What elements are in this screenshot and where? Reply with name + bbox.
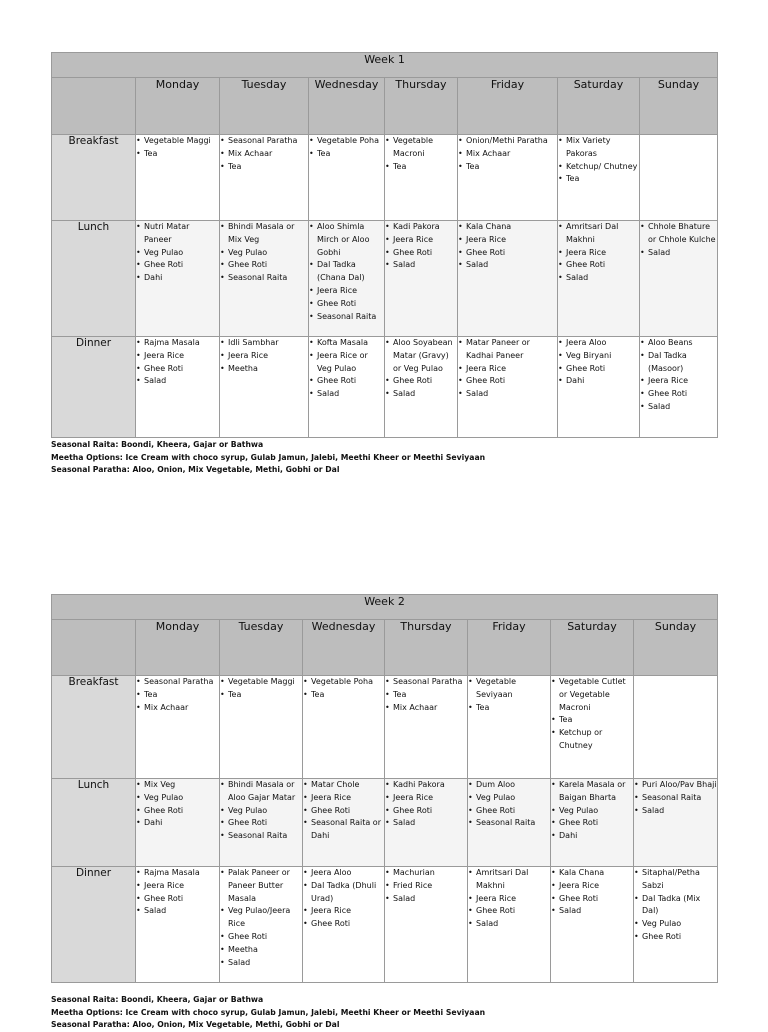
menu-item: • Seasonal Raita [220, 272, 308, 285]
menu-item: • Mix Achaar [220, 148, 308, 161]
menu-item: • Tea [220, 161, 308, 174]
menu-item: • Ghee Roti [558, 363, 639, 376]
menu-item: • Ghee Roti [458, 247, 557, 260]
note-seasonal-raita: Seasonal Raita: Boondi, Kheera, Gajar or Bathwa [51, 995, 264, 1004]
meal-row-dinner [52, 867, 718, 983]
menu-cell [309, 221, 385, 337]
week-title: Week 1 [52, 53, 718, 78]
menu-cell [220, 779, 303, 867]
menu-item: • Veg Pulao [136, 792, 219, 805]
menu-item: • Jeera Aloo [558, 337, 639, 350]
menu-item: • Ghee Roti [136, 259, 219, 272]
menu-item: • Kadi Pakora [385, 221, 457, 234]
menu-cell [468, 779, 551, 867]
menu-item: • Tea [136, 148, 219, 161]
menu-item: • Salad [385, 893, 467, 906]
menu-cell [634, 676, 718, 779]
menu-cell [634, 779, 718, 867]
menu-item: • Meetha [220, 363, 308, 376]
menu-item: • Palak Paneer or Paneer Butter Masala [220, 867, 302, 905]
meal-row-lunch [52, 779, 718, 867]
menu-item: • Chhole Bhature or Chhole Kulche [640, 221, 717, 247]
menu-item: • Kala Chana [551, 867, 633, 880]
menu-item: • Veg Pulao/Jeera Rice [220, 905, 302, 931]
menu-item: • Ghee Roti [220, 817, 302, 830]
menu-cell [136, 676, 220, 779]
menu-item: • Ghee Roti [220, 931, 302, 944]
menu-item: • Vegetable Macroni [385, 135, 457, 161]
day-header-wednesday: Wednesday [303, 620, 385, 676]
menu-item: • Ghee Roti [385, 805, 467, 818]
menu-item: • Amritsari Dal Makhni [468, 867, 550, 893]
menu-item: • Jeera Rice [468, 893, 550, 906]
menu-item: • Mix Veg [136, 779, 219, 792]
day-header-sunday: Sunday [640, 78, 718, 135]
menu-item: • Jeera Rice [551, 880, 633, 893]
menu-item: • Jeera Rice [303, 905, 384, 918]
menu-item: • Ghee Roti [385, 375, 457, 388]
menu-item: • Tea [385, 689, 467, 702]
menu-item: • Salad [458, 259, 557, 272]
menu-item: • Salad [385, 817, 467, 830]
menu-item: • Salad [220, 957, 302, 970]
note-meetha-options: Meetha Options: Ice Cream with choco syrup, Gulab Jamun, Jalebi, Meethi Kheer or Meethi Seviyaan [51, 1007, 486, 1017]
header-corner [52, 620, 136, 676]
menu-cell [558, 221, 640, 337]
menu-item: • Tea [385, 161, 457, 174]
day-header-sunday: Sunday [634, 620, 718, 676]
note-seasonal-raita: Seasonal Raita: Boondi, Kheera, Gajar or Bathwa [51, 440, 264, 449]
menu-item: • Jeera Rice [303, 792, 384, 805]
menu-item: • Jeera Rice or Veg Pulao [309, 350, 384, 376]
menu-item: • Jeera Rice [220, 350, 308, 363]
menu-item: • Dal Tadka (Dhuli Urad) [303, 880, 384, 906]
menu-item: • Dal Tadka (Mix Dal) [634, 893, 717, 919]
note-seasonal-paratha: Seasonal Paratha: Aloo, Onion, Mix Vegetable, Methi, Gobhi or Dal [51, 1020, 340, 1029]
menu-cell [458, 135, 558, 221]
menu-item: • Seasonal Raita [309, 311, 384, 324]
day-header-saturday: Saturday [551, 620, 634, 676]
week-1-menu-table [51, 52, 718, 438]
menu-item: • Puri Aloo/Pav Bhaji [634, 779, 717, 792]
menu-item: • Salad [468, 918, 550, 931]
menu-item: • Vegetable Cutlet or Vegetable Macroni [551, 676, 633, 714]
header-corner [52, 78, 136, 135]
menu-item: • Ketchup or Chutney [551, 727, 633, 753]
menu-cell [385, 676, 468, 779]
week-1-notes [51, 439, 485, 477]
meal-label-dinner: Dinner [52, 337, 136, 438]
menu-item: • Vegetable Maggi [220, 676, 302, 689]
menu-item: • Dahi [551, 830, 633, 843]
menu-item: • Kofta Masala [309, 337, 384, 350]
menu-item: • Veg Pulao [634, 918, 717, 931]
menu-item: • Ghee Roti [458, 375, 557, 388]
menu-item: • Salad [640, 401, 717, 414]
menu-item: • Vegetable Maggi [136, 135, 219, 148]
menu-item: • Aloo Soyabean Matar (Gravy) or Veg Pulao [385, 337, 457, 375]
menu-item: • Seasonal Paratha [385, 676, 467, 689]
menu-item: • Ghee Roti [551, 893, 633, 906]
menu-item: • Seasonal Paratha [136, 676, 219, 689]
menu-item: • Seasonal Raita [220, 830, 302, 843]
menu-cell [136, 337, 220, 438]
menu-cell [558, 337, 640, 438]
menu-item: • Salad [558, 272, 639, 285]
week-2-menu-table [51, 594, 718, 983]
menu-item: • Ghee Roti [468, 805, 550, 818]
menu-cell [309, 337, 385, 438]
menu-cell [303, 867, 385, 983]
menu-item: • Salad [640, 247, 717, 260]
menu-item: • Veg Pulao [551, 805, 633, 818]
menu-item: • Ghee Roti [309, 375, 384, 388]
menu-item: • Salad [309, 388, 384, 401]
menu-cell [385, 135, 458, 221]
menu-item: • Bhindi Masala or Mix Veg [220, 221, 308, 247]
menu-cell [220, 221, 309, 337]
menu-item: • Ghee Roti [558, 259, 639, 272]
menu-cell [385, 779, 468, 867]
menu-item: • Dahi [136, 272, 219, 285]
note-seasonal-paratha: Seasonal Paratha: Aloo, Onion, Mix Vegetable, Methi, Gobhi or Dal [51, 465, 340, 474]
menu-item: • Veg Pulao [220, 247, 308, 260]
menu-item: • Tea [558, 173, 639, 186]
menu-item: • Dal Tadka (Masoor) [640, 350, 717, 376]
menu-item: • Jeera Rice [309, 285, 384, 298]
menu-cell [640, 221, 718, 337]
menu-item: • Salad [136, 905, 219, 918]
menu-cell [468, 676, 551, 779]
day-header-friday: Friday [468, 620, 551, 676]
menu-item: • Matar Chole [303, 779, 384, 792]
menu-cell [458, 337, 558, 438]
menu-item: • Rajma Masala [136, 337, 219, 350]
menu-item: • Tea [458, 161, 557, 174]
menu-item: • Ghee Roti [303, 918, 384, 931]
menu-cell [136, 221, 220, 337]
day-header-tuesday: Tuesday [220, 620, 303, 676]
menu-item: • Salad [551, 905, 633, 918]
menu-item: • Machurian [385, 867, 467, 880]
menu-item: • Salad [136, 375, 219, 388]
menu-item: • Mix Variety Pakoras [558, 135, 639, 161]
menu-item: • Vegetable Seviyaan [468, 676, 550, 702]
menu-cell [551, 676, 634, 779]
menu-cell [558, 135, 640, 221]
week-title: Week 2 [52, 595, 718, 620]
menu-item: • Ghee Roti [551, 817, 633, 830]
menu-item: • Aloo Shimla Mirch or Aloo Gobhi [309, 221, 384, 259]
menu-cell [220, 867, 303, 983]
menu-item: • Karela Masala or Baigan Bharta [551, 779, 633, 805]
menu-item: • Jeera Aloo [303, 867, 384, 880]
menu-item: • Dal Tadka (Chana Dal) [309, 259, 384, 285]
menu-cell [303, 779, 385, 867]
menu-item: • Tea [468, 702, 550, 715]
menu-cell [220, 676, 303, 779]
menu-cell [385, 867, 468, 983]
week-2-table-container [51, 594, 718, 983]
meal-label-lunch: Lunch [52, 779, 136, 867]
menu-item: • Rajma Masala [136, 867, 219, 880]
menu-item: • Veg Biryani [558, 350, 639, 363]
day-header-friday: Friday [458, 78, 558, 135]
menu-item: • Seasonal Raita [468, 817, 550, 830]
menu-item: • Aloo Beans [640, 337, 717, 350]
meal-row-breakfast [52, 676, 718, 779]
menu-cell [640, 337, 718, 438]
menu-item: • Ghee Roti [136, 893, 219, 906]
menu-item: • Salad [385, 388, 457, 401]
menu-item: • Dahi [558, 375, 639, 388]
note-meetha-options: Meetha Options: Ice Cream with choco syrup, Gulab Jamun, Jalebi, Meethi Kheer or Meethi Seviyaan [51, 452, 486, 462]
menu-item: • Fried Rice [385, 880, 467, 893]
menu-item: • Seasonal Raita or Dahi [303, 817, 384, 843]
menu-item: • Tea [303, 689, 384, 702]
menu-item: • Jeera Rice [458, 234, 557, 247]
menu-item: • Kadhi Pakora [385, 779, 467, 792]
menu-item: • Sitaphal/Petha Sabzi [634, 867, 717, 893]
menu-item: • Ghee Roti [385, 247, 457, 260]
menu-item: • Amritsari Dal Makhni [558, 221, 639, 247]
menu-item: • Ghee Roti [309, 298, 384, 311]
day-header-monday: Monday [136, 620, 220, 676]
menu-cell [634, 867, 718, 983]
menu-cell [220, 135, 309, 221]
menu-cell [385, 337, 458, 438]
menu-item: • Ghee Roti [136, 363, 219, 376]
menu-item: • Salad [634, 805, 717, 818]
menu-item: • Mix Achaar [136, 702, 219, 715]
menu-item: • Seasonal Paratha [220, 135, 308, 148]
meal-row-dinner [52, 337, 718, 438]
menu-item: • Tea [136, 689, 219, 702]
menu-item: • Veg Pulao [220, 805, 302, 818]
menu-cell [458, 221, 558, 337]
meal-row-breakfast [52, 135, 718, 221]
menu-item: • Ghee Roti [136, 805, 219, 818]
meal-label-dinner: Dinner [52, 867, 136, 983]
menu-cell [136, 135, 220, 221]
meal-row-lunch [52, 221, 718, 337]
menu-cell [468, 867, 551, 983]
menu-item: • Jeera Rice [385, 792, 467, 805]
menu-item: • Salad [385, 259, 457, 272]
menu-item: • Jeera Rice [458, 363, 557, 376]
menu-item: • Veg Pulao [136, 247, 219, 260]
week-1-table-container [51, 52, 718, 438]
menu-cell [309, 135, 385, 221]
day-header-monday: Monday [136, 78, 220, 135]
menu-item: • Veg Pulao [468, 792, 550, 805]
day-header-saturday: Saturday [558, 78, 640, 135]
menu-item: • Ghee Roti [640, 388, 717, 401]
day-header-thursday: Thursday [385, 620, 468, 676]
meal-label-breakfast: Breakfast [52, 135, 136, 221]
menu-item: • Jeera Rice [640, 375, 717, 388]
menu-cell [136, 867, 220, 983]
menu-item: • Jeera Rice [136, 350, 219, 363]
menu-item: • Vegetable Poha [309, 135, 384, 148]
menu-item: • Bhindi Masala or Aloo Gajar Matar [220, 779, 302, 805]
menu-item: • Onion/Methi Paratha [458, 135, 557, 148]
week-2-notes [51, 994, 485, 1032]
menu-item: • Tea [551, 714, 633, 727]
menu-item: • Idli Sambhar [220, 337, 308, 350]
menu-cell [551, 867, 634, 983]
day-header-wednesday: Wednesday [309, 78, 385, 135]
menu-item: • Kala Chana [458, 221, 557, 234]
menu-cell [303, 676, 385, 779]
meal-label-lunch: Lunch [52, 221, 136, 337]
menu-item: • Ghee Roti [303, 805, 384, 818]
menu-item: • Tea [220, 689, 302, 702]
menu-item: • Matar Paneer or Kadhai Paneer [458, 337, 557, 363]
menu-item: • Ghee Roti [468, 905, 550, 918]
menu-item: • Ghee Roti [634, 931, 717, 944]
menu-cell [220, 337, 309, 438]
day-header-tuesday: Tuesday [220, 78, 309, 135]
menu-item: • Jeera Rice [136, 880, 219, 893]
menu-cell [136, 779, 220, 867]
menu-cell [551, 779, 634, 867]
menu-cell [640, 135, 718, 221]
menu-item: • Tea [309, 148, 384, 161]
menu-item: • Vegetable Poha [303, 676, 384, 689]
day-header-thursday: Thursday [385, 78, 458, 135]
menu-item: • Mix Achaar [385, 702, 467, 715]
menu-item: • Ghee Roti [220, 259, 308, 272]
menu-item: • Jeera Rice [558, 247, 639, 260]
menu-item: • Dum Aloo [468, 779, 550, 792]
menu-item: • Ketchup/ Chutney [558, 161, 639, 174]
menu-item: • Seasonal Raita [634, 792, 717, 805]
menu-item: • Jeera Rice [385, 234, 457, 247]
menu-item: • Dahi [136, 817, 219, 830]
menu-cell [385, 221, 458, 337]
menu-item: • Nutri Matar Paneer [136, 221, 219, 247]
menu-item: • Meetha [220, 944, 302, 957]
menu-item: • Mix Achaar [458, 148, 557, 161]
menu-item: • Salad [458, 388, 557, 401]
meal-label-breakfast: Breakfast [52, 676, 136, 779]
